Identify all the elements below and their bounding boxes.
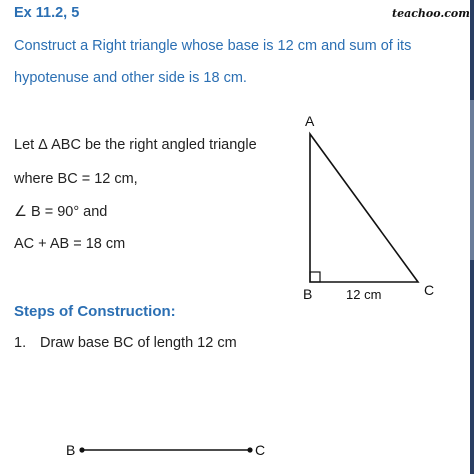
triangle-diagram <box>290 108 450 308</box>
given-line-2: where BC = 12 cm, <box>14 171 138 187</box>
teachoo-logo: teachoo.com <box>392 7 470 20</box>
point-b-label: B <box>66 442 76 458</box>
step-1-number: 1. <box>14 335 27 351</box>
triangle-abc <box>310 134 418 282</box>
point-c-label: C <box>255 442 266 458</box>
given-line-4: AC + AB = 18 cm <box>14 236 126 252</box>
given-line-1: Let Δ ABC be the right angled triangle <box>14 137 257 153</box>
step-1-text: Draw base BC of length 12 cm <box>40 335 237 351</box>
point-c-dot <box>247 447 252 452</box>
vertex-a-label: A <box>305 113 315 129</box>
question-line-2: hypotenuse and other side is 18 cm. <box>14 70 247 86</box>
question-line-1: Construct a Right triangle whose base is 12 cm and sum of its <box>14 38 412 54</box>
scrollbar-thumb[interactable] <box>470 100 474 260</box>
steps-heading: Steps of Construction: <box>14 303 176 320</box>
vertex-c-label: C <box>424 282 435 298</box>
given-line-3: ∠ B = 90° and <box>14 204 108 220</box>
base-length-label: 12 cm <box>346 287 382 302</box>
exercise-label: Ex 11.2, 5 <box>14 5 80 21</box>
point-b-dot <box>79 447 84 452</box>
construction-line-bc <box>60 438 270 462</box>
right-angle-marker <box>310 272 320 282</box>
vertex-b-label: B <box>303 286 313 302</box>
